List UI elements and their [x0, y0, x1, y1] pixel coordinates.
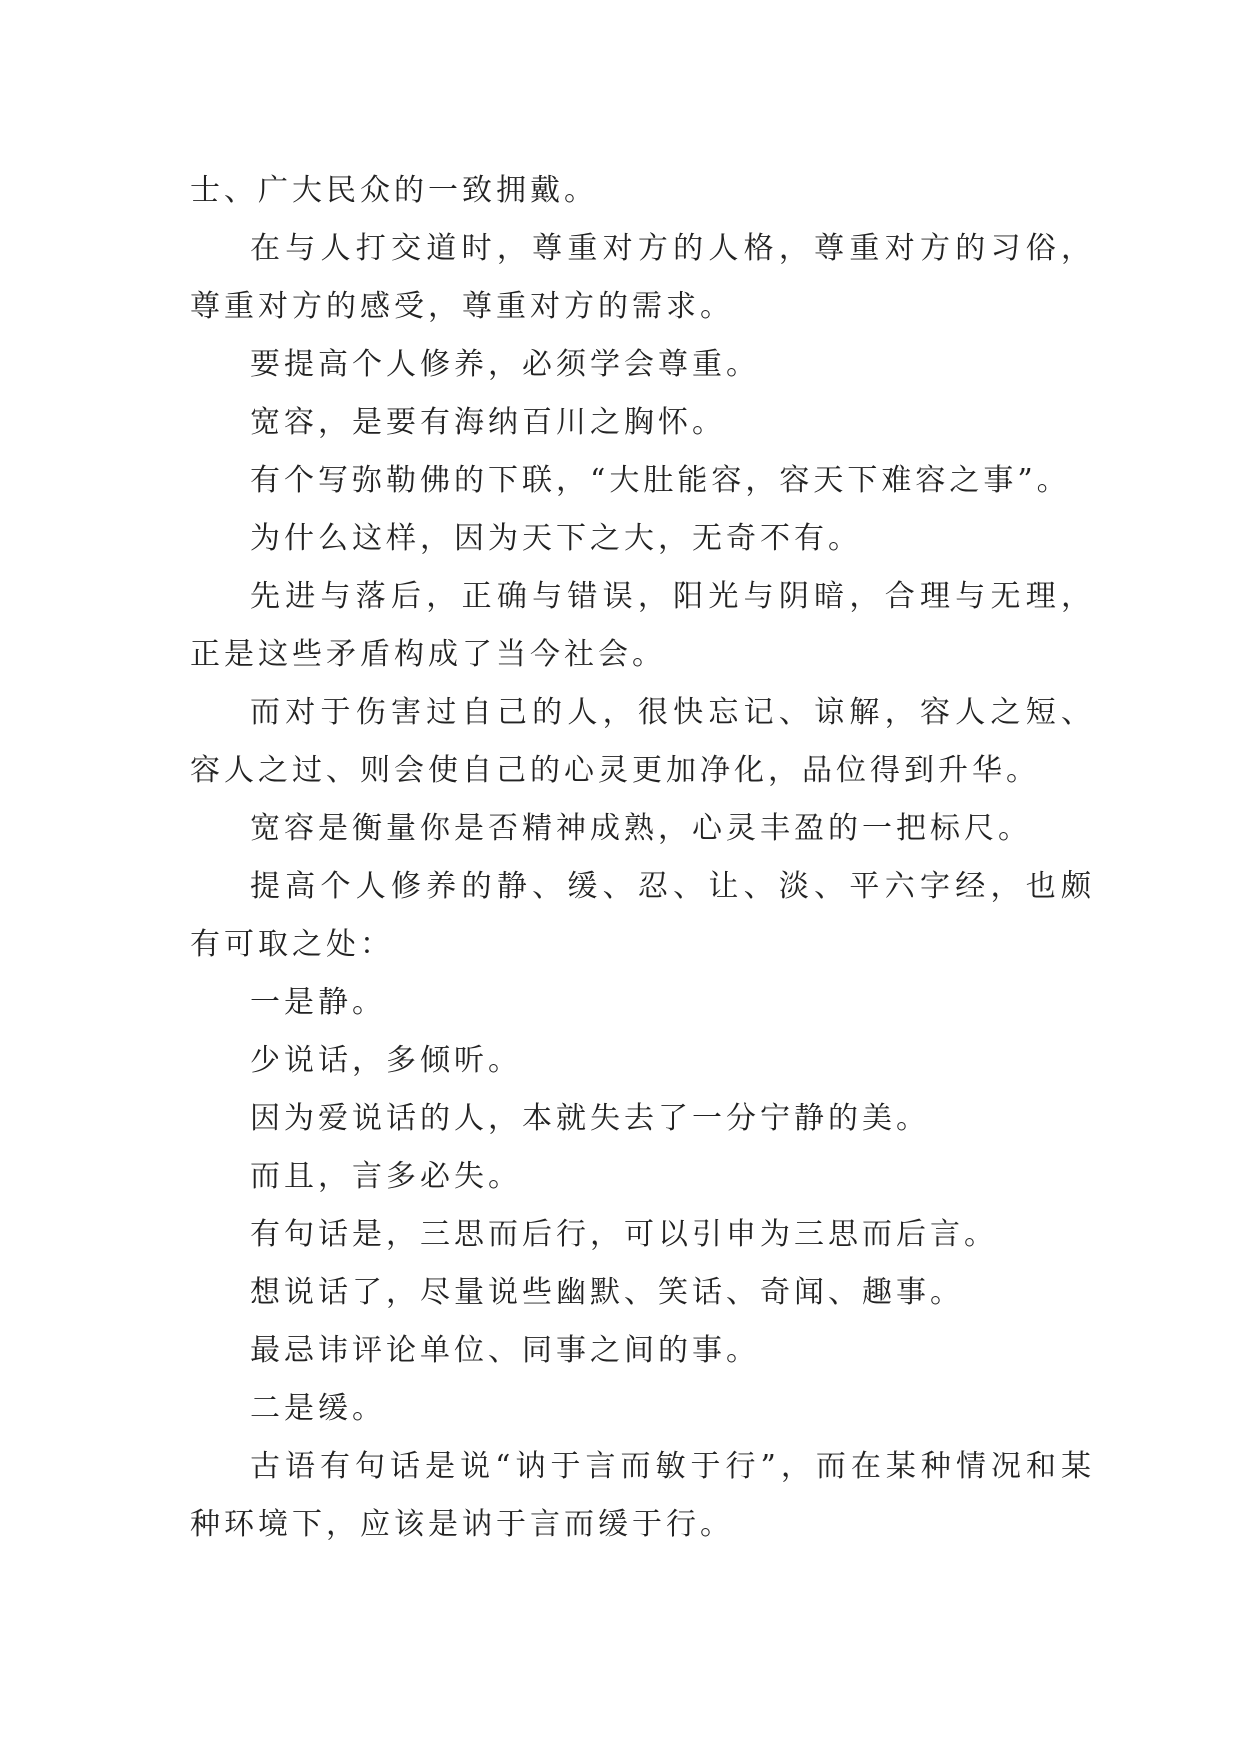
paragraph: 有个写弥勒佛的下联，“大肚能容，容天下难容之事”。 [250, 463, 1071, 498]
paragraph: 因为爱说话的人，本就失去了一分宁静的美。 [250, 1101, 930, 1136]
paragraph: 为什么这样，因为天下之大，无奇不有。 [250, 521, 862, 556]
paragraph: 二是缓。 [250, 1391, 386, 1426]
paragraph: 先进与落后，正确与错误，阳光与阴暗，合理与无理，正是这些矛盾构成了当今社会。 [190, 579, 1095, 672]
paragraph: 最忌讳评论单位、同事之间的事。 [250, 1333, 760, 1368]
paragraph: 在与人打交道时，尊重对方的人格，尊重对方的习俗，尊重对方的感受，尊重对方的需求。 [190, 231, 1095, 324]
paragraph: 要提高个人修养，必须学会尊重。 [250, 347, 760, 382]
paragraph: 而且，言多必失。 [250, 1159, 522, 1194]
paragraph: 提高个人修养的静、缓、忍、让、淡、平六字经，也颇有可取之处： [190, 869, 1095, 962]
paragraph: 一是静。 [250, 985, 386, 1020]
paragraph: 宽容是衡量你是否精神成熟，心灵丰盈的一把标尺。 [250, 811, 1032, 846]
paragraph: 士、广大民众的一致拥戴。 [190, 173, 598, 208]
paragraph: 少说话，多倾听。 [250, 1043, 522, 1078]
paragraph: 想说话了，尽量说些幽默、笑话、奇闻、趣事。 [250, 1275, 964, 1310]
paragraph: 而对于伤害过自己的人，很快忘记、谅解，容人之短、容人之过、则会使自己的心灵更加净化，品位得到升华。 [190, 695, 1095, 788]
paragraph: 宽容，是要有海纳百川之胸怀。 [250, 405, 726, 440]
paragraph: 古语有句话是说“讷于言而敏于行”，而在某种情况和某种环境下，应该是讷于言而缓于行。 [190, 1449, 1095, 1542]
document-body [190, 162, 1095, 1554]
paragraph: 有句话是，三思而后行，可以引申为三思而后言。 [250, 1217, 998, 1252]
